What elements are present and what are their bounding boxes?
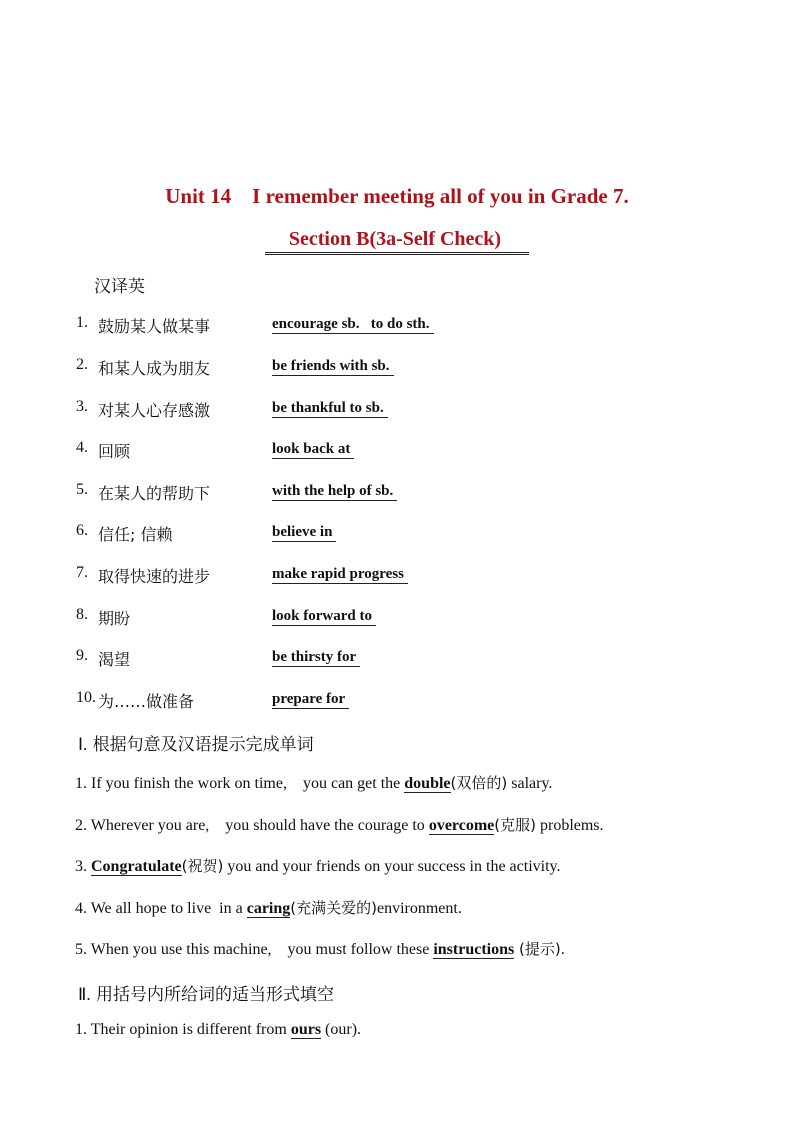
- section-2-number: Ⅱ.: [78, 985, 91, 1004]
- vocab-english-answer: look back at: [272, 441, 354, 459]
- sentence-text: 3.: [75, 858, 91, 875]
- section-2-title: 用括号内所给词的适当形式填空: [96, 985, 335, 1005]
- vocab-number: 9.: [76, 647, 88, 664]
- chinese-hint: (充满关爱的): [290, 899, 377, 917]
- section-subtitle: Section B(3a-Self Check): [265, 228, 529, 255]
- vocab-english-answer: make rapid progress: [272, 566, 408, 584]
- section-1-title: 根据句意及汉语提示完成单词: [92, 735, 314, 755]
- vocab-number: 6.: [76, 522, 88, 539]
- vocab-english-answer: believe in: [272, 524, 336, 542]
- section-1-heading: [78, 730, 314, 755]
- answer-word: instructions: [433, 941, 515, 958]
- sentence-text: environment.: [376, 900, 462, 917]
- vocab-chinese: 在某人的帮助下: [98, 484, 211, 503]
- answer-word: Congratulate: [91, 858, 182, 875]
- vocab-item: [76, 689, 676, 713]
- chinese-hint: (双倍的): [450, 774, 508, 792]
- vocab-english-answer: encourage sb. to do sth.: [272, 316, 434, 334]
- vocab-item: [76, 398, 676, 422]
- chinese-hint: (提示): [514, 940, 561, 958]
- sentence-item: [75, 814, 604, 835]
- vocab-chinese: 和某人成为朋友: [98, 359, 211, 378]
- vocab-item: [76, 606, 676, 630]
- sentence-text: salary.: [507, 775, 553, 792]
- section-2-heading: [78, 980, 334, 1005]
- vocab-english-answer: be friends with sb.: [272, 358, 394, 376]
- vocab-number: 5.: [76, 481, 88, 498]
- vocab-number: 8.: [76, 606, 88, 623]
- vocab-number: 7.: [76, 564, 88, 581]
- vocab-item: [76, 439, 676, 463]
- sentence-text: 4. We all hope to live in a: [75, 900, 247, 917]
- vocab-english-answer: look forward to: [272, 608, 376, 626]
- vocab-chinese: 取得快速的进步: [98, 567, 211, 586]
- answer-word: double: [404, 775, 451, 792]
- sentence-text: 1. If you finish the work on time, you can get the: [75, 775, 405, 792]
- sentence-text: you and your friends on your success in the activity.: [223, 858, 561, 875]
- vocab-number: 10.: [76, 689, 96, 706]
- vocab-number: 2.: [76, 356, 88, 373]
- vocab-item: [76, 481, 676, 505]
- vocab-item: [76, 647, 676, 671]
- sentence-text: (our).: [321, 1021, 362, 1038]
- vocab-chinese: 渴望: [98, 650, 131, 669]
- vocab-english-answer: with the help of sb.: [272, 483, 397, 501]
- vocab-chinese: 鼓励某人做某事: [98, 317, 211, 336]
- answer-word: caring: [246, 900, 291, 917]
- sentence-item: [75, 938, 565, 959]
- vocab-chinese: 回顾: [98, 442, 131, 461]
- chinese-hint: (祝贺): [181, 857, 224, 875]
- sentence-text: 1. Their opinion is different from: [75, 1021, 291, 1038]
- section-1-number: Ⅰ.: [78, 735, 88, 754]
- page-title: Unit 14 I remember meeting all of you in Grade 7.: [165, 184, 629, 208]
- vocab-english-answer: be thirsty for: [272, 649, 360, 667]
- vocab-english-answer: be thankful to sb.: [272, 400, 388, 418]
- sentence-item: [75, 855, 560, 876]
- vocab-english-answer: prepare for: [272, 691, 349, 709]
- answer-word: ours: [290, 1021, 322, 1038]
- sentence-text: .: [560, 941, 565, 958]
- vocab-number: 3.: [76, 398, 88, 415]
- vocab-chinese: 为……做准备: [98, 692, 195, 711]
- sentence-item: [75, 1021, 361, 1039]
- answer-word: overcome: [428, 817, 495, 834]
- vocab-item: [76, 564, 676, 588]
- vocab-item: [76, 314, 676, 338]
- vocab-chinese: 对某人心存感激: [98, 401, 211, 420]
- vocab-number: 4.: [76, 439, 88, 456]
- sentence-item: [75, 772, 552, 793]
- vocab-number: 1.: [76, 314, 88, 331]
- vocab-heading: 汉译英: [94, 277, 145, 297]
- chinese-hint: (克服): [494, 816, 536, 834]
- sentence-text: 2. Wherever you are, you should have the courage to: [75, 817, 429, 834]
- sentence-text: problems.: [535, 817, 604, 834]
- sentence-text: 5. When you use this machine, you must follow these: [75, 941, 434, 958]
- vocab-item: [76, 356, 676, 380]
- vocab-item: [76, 522, 676, 546]
- vocab-chinese: 期盼: [98, 609, 131, 628]
- vocab-chinese: 信任; 信赖: [98, 525, 173, 544]
- sentence-item: [75, 897, 462, 918]
